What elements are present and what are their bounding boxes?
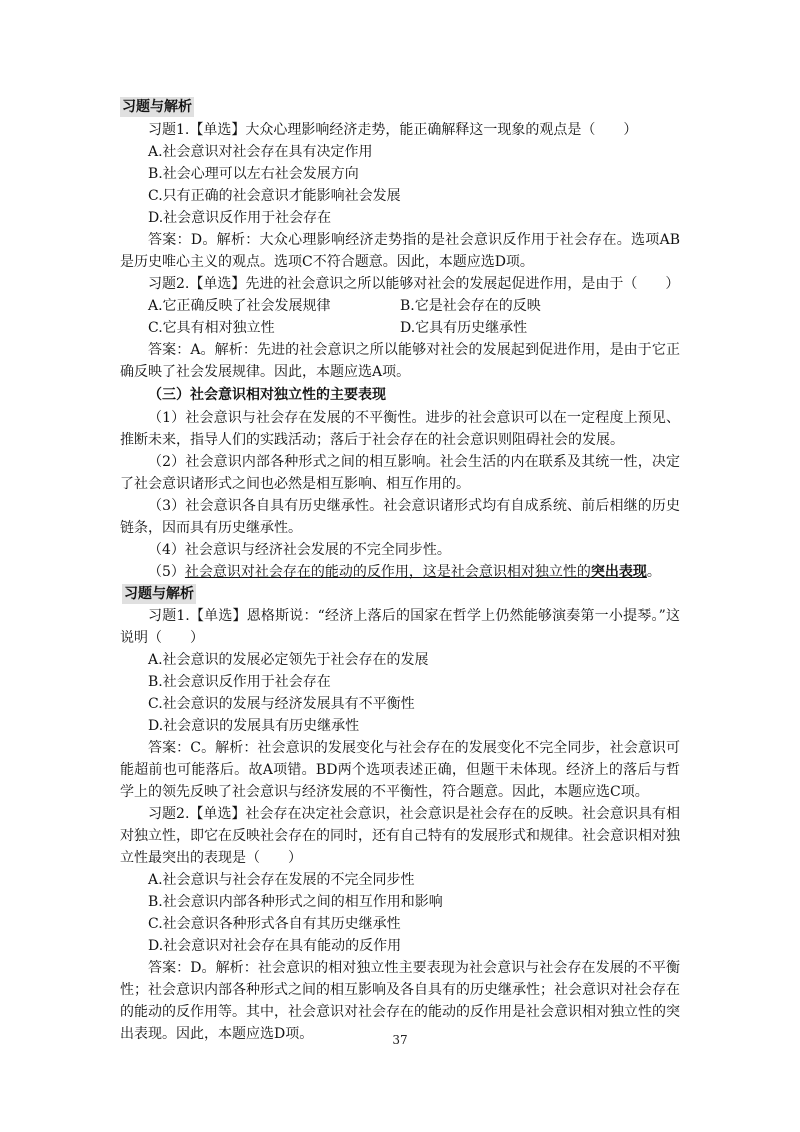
option-b: B.社会心理可以左右社会发展方向 — [148, 166, 359, 182]
section-heading — [120, 583, 680, 605]
question-stem: 习题1.【单选】大众心理影响经济走势，能正确解释这一现象的观点是（ ） — [148, 122, 638, 138]
option-b: B.社会意识反作用于社会存在 — [148, 674, 331, 690]
options-row — [120, 295, 680, 317]
option-c: C.社会意识各种形式各自有其历史继承性 — [148, 916, 401, 932]
option-b: B.它是社会存在的反映 — [400, 298, 541, 314]
exercise-heading: 习题与解析 — [122, 99, 192, 115]
section-title: （三）社会意识相对独立性的主要表现 — [148, 387, 386, 403]
option-a: A.社会意识的发展必定领先于社会存在的发展 — [148, 652, 429, 668]
option-c: C.只有正确的社会意识才能影响社会发展 — [148, 188, 401, 204]
section-heading — [120, 96, 680, 118]
point-2: （2）社会意识内部各种形式之间的相互影响。社会生活的内在联系及其统一性，决定了社会意识诸形式之间也必然是相互影响、相互作用的。 — [120, 454, 680, 492]
question-stem: 习题2.【单选】先进的社会意识之所以能够对社会的发展起促进作用，是由于（ ） — [148, 276, 680, 292]
option-a: A.社会意识对社会存在具有决定作用 — [148, 144, 373, 160]
point-3: （3）社会意识各自具有历史继承性。社会意识诸形式均有自成系统、前后相继的历史链条，因而具有历史继承性。 — [120, 498, 680, 536]
answer-explanation: 答案：D。解析：社会意识的相对独立性主要表现为社会意识与社会存在发展的不平衡性；社会意识内部各种形式之间的相互影响及各自具有的历史继承性；社会意识对社会存在的能动的反作用等。其中，社会意识对社会存在的能动的反作用是社会意识相对独立性的突出表现。因此，本题应选D项。 — [120, 960, 680, 1042]
option-b: B.社会意识内部各种形式之间的相互作用和影响 — [148, 894, 443, 910]
point-5 — [120, 561, 680, 583]
option-d: D.社会意识的发展具有历史继承性 — [148, 718, 360, 734]
options-row — [120, 317, 680, 339]
option-a: A.它正确反映了社会发展规律 — [148, 298, 331, 314]
document-page — [120, 96, 680, 1045]
option-a: A.社会意识与社会存在发展的不完全同步性 — [148, 872, 415, 888]
answer-explanation: 答案：D。解析：大众心理影响经济走势指的是社会意识反作用于社会存在。选项AB是历史唯心主义的观点。选项C不符合题意。因此，本题应选D项。 — [120, 232, 680, 270]
point-5-underlined: 社会意识对社会存在的能动的反作用，这是社会意识相对独立性的 — [184, 564, 591, 580]
exercise-heading: 习题与解析 — [124, 586, 194, 602]
option-c: C.它具有相对独立性 — [148, 320, 275, 336]
point-4: （4）社会意识与经济社会发展的不完全同步性。 — [148, 542, 451, 558]
option-d: D.社会意识反作用于社会存在 — [148, 210, 332, 226]
point-5-bold: 突出表现 — [590, 564, 647, 580]
option-d: D.社会意识对社会存在具有能动的反作用 — [148, 938, 402, 954]
question-stem: 习题2.【单选】社会存在决定社会意识，社会意识是社会存在的反映。社会意识具有相对独立性，即它在反映社会存在的同时，还有自己特有的发展形式和规律。社会意识相对独立性最突出的表现是（ ） — [120, 806, 680, 866]
answer-explanation: 答案：A。解析：先进的社会意识之所以能够对社会的发展起到促进作用，是由于它正确反映了社会发展规律。因此，本题应选A项。 — [120, 342, 680, 380]
page-number: 37 — [392, 1033, 408, 1047]
question-stem: 习题1.【单选】恩格斯说：“经济上落后的国家在哲学上仍然能够演奏第一小提琴。”这说明（ ） — [120, 608, 680, 646]
point-5-suffix: 。 — [646, 564, 661, 580]
option-d: D.它具有历史继承性 — [400, 320, 528, 336]
option-c: C.社会意识的发展与经济发展具有不平衡性 — [148, 696, 415, 712]
point-5-prefix: （5） — [148, 564, 185, 580]
answer-explanation: 答案：C。解析：社会意识的发展变化与社会存在的发展变化不完全同步，社会意识可能超前也可能落后。故A项错。BD两个选项表述正确，但题干未体现。经济上的落后与哲学上的领先反映了社会意识与经济发展的不平衡性，符合题意。因此，本题应选C项。 — [120, 740, 680, 800]
point-1: （1）社会意识与社会存在发展的不平衡性。进步的社会意识可以在一定程度上预见、推断未来，指导人们的实践活动；落后于社会存在的社会意识则阻碍社会的发展。 — [120, 410, 680, 448]
